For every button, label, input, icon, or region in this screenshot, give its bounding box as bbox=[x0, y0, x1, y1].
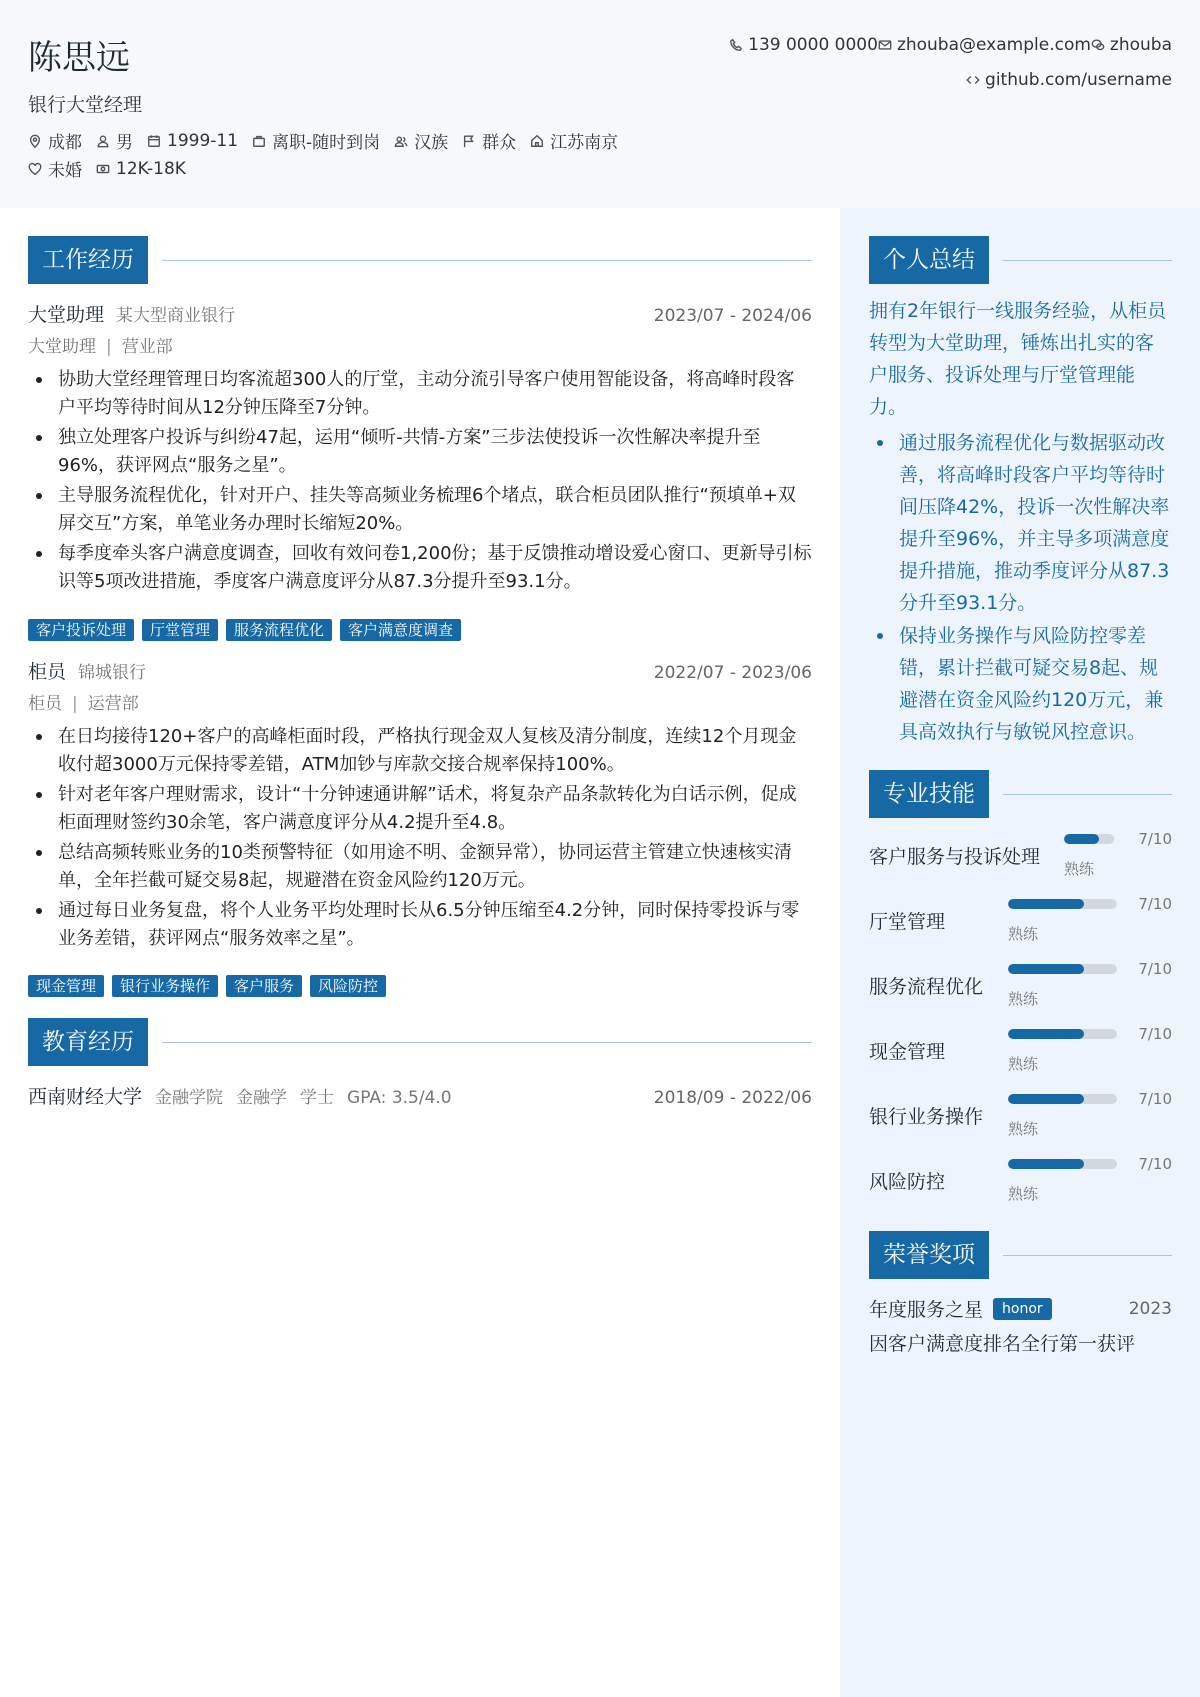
work-entry-1-header bbox=[28, 300, 812, 327]
skill-tag: 现金管理 bbox=[28, 975, 104, 997]
list-item: 每季度牵头客户满意度调查，回收有效问卷1,200份；基于反馈推动增设爱心窗口、更新导引标识等5项改进措施，季度客户满意度评分从87.3分提升至93.1分。 bbox=[28, 540, 812, 596]
work-org: 锦城银行 bbox=[78, 663, 147, 683]
work-title: 柜员 bbox=[28, 661, 67, 683]
phone-icon bbox=[729, 38, 743, 52]
meta-location: 成都 bbox=[28, 128, 82, 153]
list-item: 在日均接待120+客户的高峰柜面时段，严格执行现金双人复核及清分制度，连续12个月现金收付超3000万元保持零差错，ATM加钞与库款交接合规率保持100%。 bbox=[28, 723, 812, 779]
skill-score: 7/10 bbox=[1138, 1025, 1172, 1043]
people-icon bbox=[394, 134, 408, 148]
education-entry bbox=[28, 1082, 812, 1109]
section-work bbox=[28, 236, 812, 284]
skill-progress-bar bbox=[1008, 1094, 1117, 1104]
skill-progress-bar bbox=[1064, 834, 1114, 844]
section-skills bbox=[869, 770, 1172, 818]
contact-phone[interactable]: 139 0000 0000 bbox=[729, 35, 878, 55]
resume-header bbox=[0, 0, 1200, 208]
work-date: 2023/07 - 2024/06 bbox=[653, 306, 812, 326]
list-item: 保持业务操作与风险防控零差错，累计拦截可疑交易8起、规避潜在资金风险约120万元，兼具高效执行与敏锐风控意识。 bbox=[869, 620, 1172, 748]
contact-github[interactable]: github.com/username bbox=[966, 70, 1172, 90]
work-entry-2-header bbox=[28, 657, 812, 684]
user-icon bbox=[96, 134, 110, 148]
skill-item bbox=[869, 1025, 1172, 1085]
section-education bbox=[28, 1018, 812, 1066]
work-entry-2-sub bbox=[28, 689, 139, 714]
skill-item bbox=[869, 830, 1172, 890]
skill-progress-fill bbox=[1064, 834, 1099, 844]
skill-name: 服务流程优化 bbox=[869, 976, 984, 998]
honor-description: 因客户满意度排名全行第一获评 bbox=[869, 1333, 1136, 1355]
work-entry-1-sub bbox=[28, 332, 173, 357]
skill-tag: 客户投诉处理 bbox=[28, 619, 134, 641]
skill-progress-fill bbox=[1008, 1094, 1084, 1104]
skill-name: 风险防控 bbox=[869, 1171, 946, 1193]
contact-row bbox=[729, 35, 1172, 55]
skill-tag: 客户满意度调查 bbox=[340, 619, 461, 641]
list-item: 协助大堂经理管理日均客流超300人的厅堂，主动分流引导客户使用智能设备，将高峰时段客户平均等待时间从12分钟压降至7分钟。 bbox=[28, 366, 812, 422]
edu-degree: 学士 bbox=[300, 1088, 335, 1108]
honor-name: 年度服务之星 bbox=[869, 1299, 984, 1321]
meta-salary: 12K-18K bbox=[96, 159, 186, 179]
skill-level: 熟练 bbox=[1008, 990, 1039, 1008]
skill-level: 熟练 bbox=[1008, 1120, 1039, 1138]
list-item: 独立处理客户投诉与纠纷47起，运用“倾听-共情-方案”三步法使投诉一次性解决率提升至96%，获评网点“服务之星”。 bbox=[28, 424, 812, 480]
skill-level: 熟练 bbox=[1064, 860, 1095, 878]
skill-progress-fill bbox=[1008, 899, 1084, 909]
work-entry-1-bullets bbox=[28, 366, 812, 598]
summary-text: 拥有2年银行一线服务经验，从柜员转型为大堂助理，锤炼出扎实的客户服务、投诉处理与厅堂管理能力。 bbox=[869, 300, 1167, 418]
meta-hometown: 江苏南京 bbox=[530, 128, 618, 153]
money-icon bbox=[96, 162, 110, 176]
section-divider bbox=[162, 1042, 812, 1043]
list-item: 总结高频转账业务的10类预警特征（如用途不明、金额异常），协同运营主管建立快速核实清单，全年拦截可疑交易8起，规避潜在资金风险约120万元。 bbox=[28, 839, 812, 895]
contact-wechat[interactable]: zhouba bbox=[1091, 35, 1172, 55]
contact-email[interactable]: zhouba@example.com bbox=[878, 35, 1091, 55]
wechat-icon bbox=[1091, 38, 1105, 52]
skill-progress-bar bbox=[1008, 964, 1117, 974]
work-dept: 营业部 bbox=[121, 337, 173, 357]
work-date: 2022/07 - 2023/06 bbox=[653, 663, 812, 683]
work-entry-2-bullets bbox=[28, 723, 812, 955]
flag-icon bbox=[462, 134, 476, 148]
skill-progress-fill bbox=[1008, 1159, 1084, 1169]
skill-score: 7/10 bbox=[1138, 1090, 1172, 1108]
meta-status: 离职-随时到岗 bbox=[252, 128, 380, 153]
work-entry-2-tags bbox=[28, 975, 394, 997]
list-item: 通过每日业务复盘，将个人业务平均处理时长从6.5分钟压缩至4.2分钟，同时保持零投诉与零业务差错，获评网点“服务效率之星”。 bbox=[28, 897, 812, 953]
edu-major: 金融学 bbox=[236, 1088, 288, 1108]
skill-score: 7/10 bbox=[1138, 1155, 1172, 1173]
skill-name: 现金管理 bbox=[869, 1041, 946, 1063]
list-item: 针对老年客户理财需求，设计“十分钟速通讲解”话术，将复杂产品条款转化为白话示例，促成柜面理财签约30余笔，客户满意度评分从4.2提升至4.8。 bbox=[28, 781, 812, 837]
skill-level: 熟练 bbox=[1008, 1185, 1039, 1203]
skill-score: 7/10 bbox=[1138, 895, 1172, 913]
skill-progress-fill bbox=[1008, 1029, 1084, 1039]
section-title-skills: 专业技能 bbox=[869, 770, 989, 818]
separator: | bbox=[72, 694, 78, 714]
skill-tag: 服务流程优化 bbox=[226, 619, 332, 641]
edu-gpa: GPA: 3.5/4.0 bbox=[347, 1088, 452, 1108]
personal-info-row-2 bbox=[28, 156, 200, 181]
skill-name: 厅堂管理 bbox=[869, 911, 946, 933]
section-title-work: 工作经历 bbox=[28, 236, 148, 284]
work-role: 大堂助理 bbox=[28, 337, 96, 357]
contact-row-2 bbox=[966, 70, 1172, 90]
briefcase-icon bbox=[252, 134, 266, 148]
summary-bullets bbox=[869, 427, 1172, 749]
skill-tag: 厅堂管理 bbox=[142, 619, 218, 641]
section-divider bbox=[1003, 1255, 1172, 1256]
meta-political: 群众 bbox=[462, 128, 516, 153]
honor-item bbox=[869, 1295, 1172, 1322]
edu-college: 金融学院 bbox=[155, 1088, 224, 1108]
job-title: 银行大堂经理 bbox=[28, 94, 143, 116]
location-icon bbox=[28, 134, 42, 148]
skill-level: 熟练 bbox=[1008, 925, 1039, 943]
skill-progress-bar bbox=[1008, 1029, 1117, 1039]
skill-item bbox=[869, 895, 1172, 955]
section-title-summary: 个人总结 bbox=[869, 236, 989, 284]
skill-level: 熟练 bbox=[1008, 1055, 1039, 1073]
edu-school: 西南财经大学 bbox=[28, 1086, 143, 1108]
skill-score: 7/10 bbox=[1138, 830, 1172, 848]
skill-tag: 银行业务操作 bbox=[112, 975, 218, 997]
skill-tag: 风险防控 bbox=[310, 975, 386, 997]
honor-badge: honor bbox=[993, 1298, 1052, 1320]
meta-marital: 未婚 bbox=[28, 156, 82, 181]
work-org: 某大型商业银行 bbox=[116, 306, 236, 326]
skill-progress-bar bbox=[1008, 899, 1117, 909]
section-title-honors: 荣誉奖项 bbox=[869, 1231, 989, 1279]
honor-year: 2023 bbox=[1128, 1298, 1172, 1319]
skill-name: 客户服务与投诉处理 bbox=[869, 846, 1041, 868]
meta-gender: 男 bbox=[96, 128, 133, 153]
skill-item bbox=[869, 1155, 1172, 1215]
section-divider bbox=[1003, 260, 1172, 261]
list-item: 主导服务流程优化，针对开户、挂失等高频业务梳理6个堵点，联合柜员团队推行“预填单+双屏交互”方案，单笔业务办理时长缩短20%。 bbox=[28, 482, 812, 538]
heart-icon bbox=[28, 162, 42, 176]
mail-icon bbox=[878, 38, 892, 52]
skill-name: 银行业务操作 bbox=[869, 1106, 984, 1128]
section-title-education: 教育经历 bbox=[28, 1018, 148, 1066]
section-honors bbox=[869, 1231, 1172, 1279]
work-entry-1-tags bbox=[28, 619, 469, 641]
section-divider bbox=[1003, 794, 1172, 795]
skill-progress-bar bbox=[1008, 1159, 1117, 1169]
candidate-name: 陈思远 bbox=[28, 38, 130, 78]
list-item: 通过服务流程优化与数据驱动改善，将高峰时段客户平均等待时间压降42%，投诉一次性解决率提升至96%，并主导多项满意度提升措施，推动季度评分从87.3分升至93.1分。 bbox=[869, 427, 1172, 619]
personal-info-row bbox=[28, 128, 632, 153]
skill-item bbox=[869, 960, 1172, 1020]
section-divider bbox=[162, 260, 812, 261]
work-dept: 运营部 bbox=[87, 694, 139, 714]
skill-progress-fill bbox=[1008, 964, 1084, 974]
skill-item bbox=[869, 1090, 1172, 1150]
work-role: 柜员 bbox=[28, 694, 62, 714]
skill-tag: 客户服务 bbox=[226, 975, 302, 997]
home-icon bbox=[530, 134, 544, 148]
meta-birth: 1999-11 bbox=[147, 131, 238, 151]
code-icon bbox=[966, 73, 980, 87]
separator: | bbox=[106, 337, 112, 357]
skill-score: 7/10 bbox=[1138, 960, 1172, 978]
edu-date: 2018/09 - 2022/06 bbox=[653, 1088, 812, 1108]
work-title: 大堂助理 bbox=[28, 304, 105, 326]
section-summary bbox=[869, 236, 1172, 284]
calendar-icon bbox=[147, 134, 161, 148]
meta-ethnicity: 汉族 bbox=[394, 128, 448, 153]
